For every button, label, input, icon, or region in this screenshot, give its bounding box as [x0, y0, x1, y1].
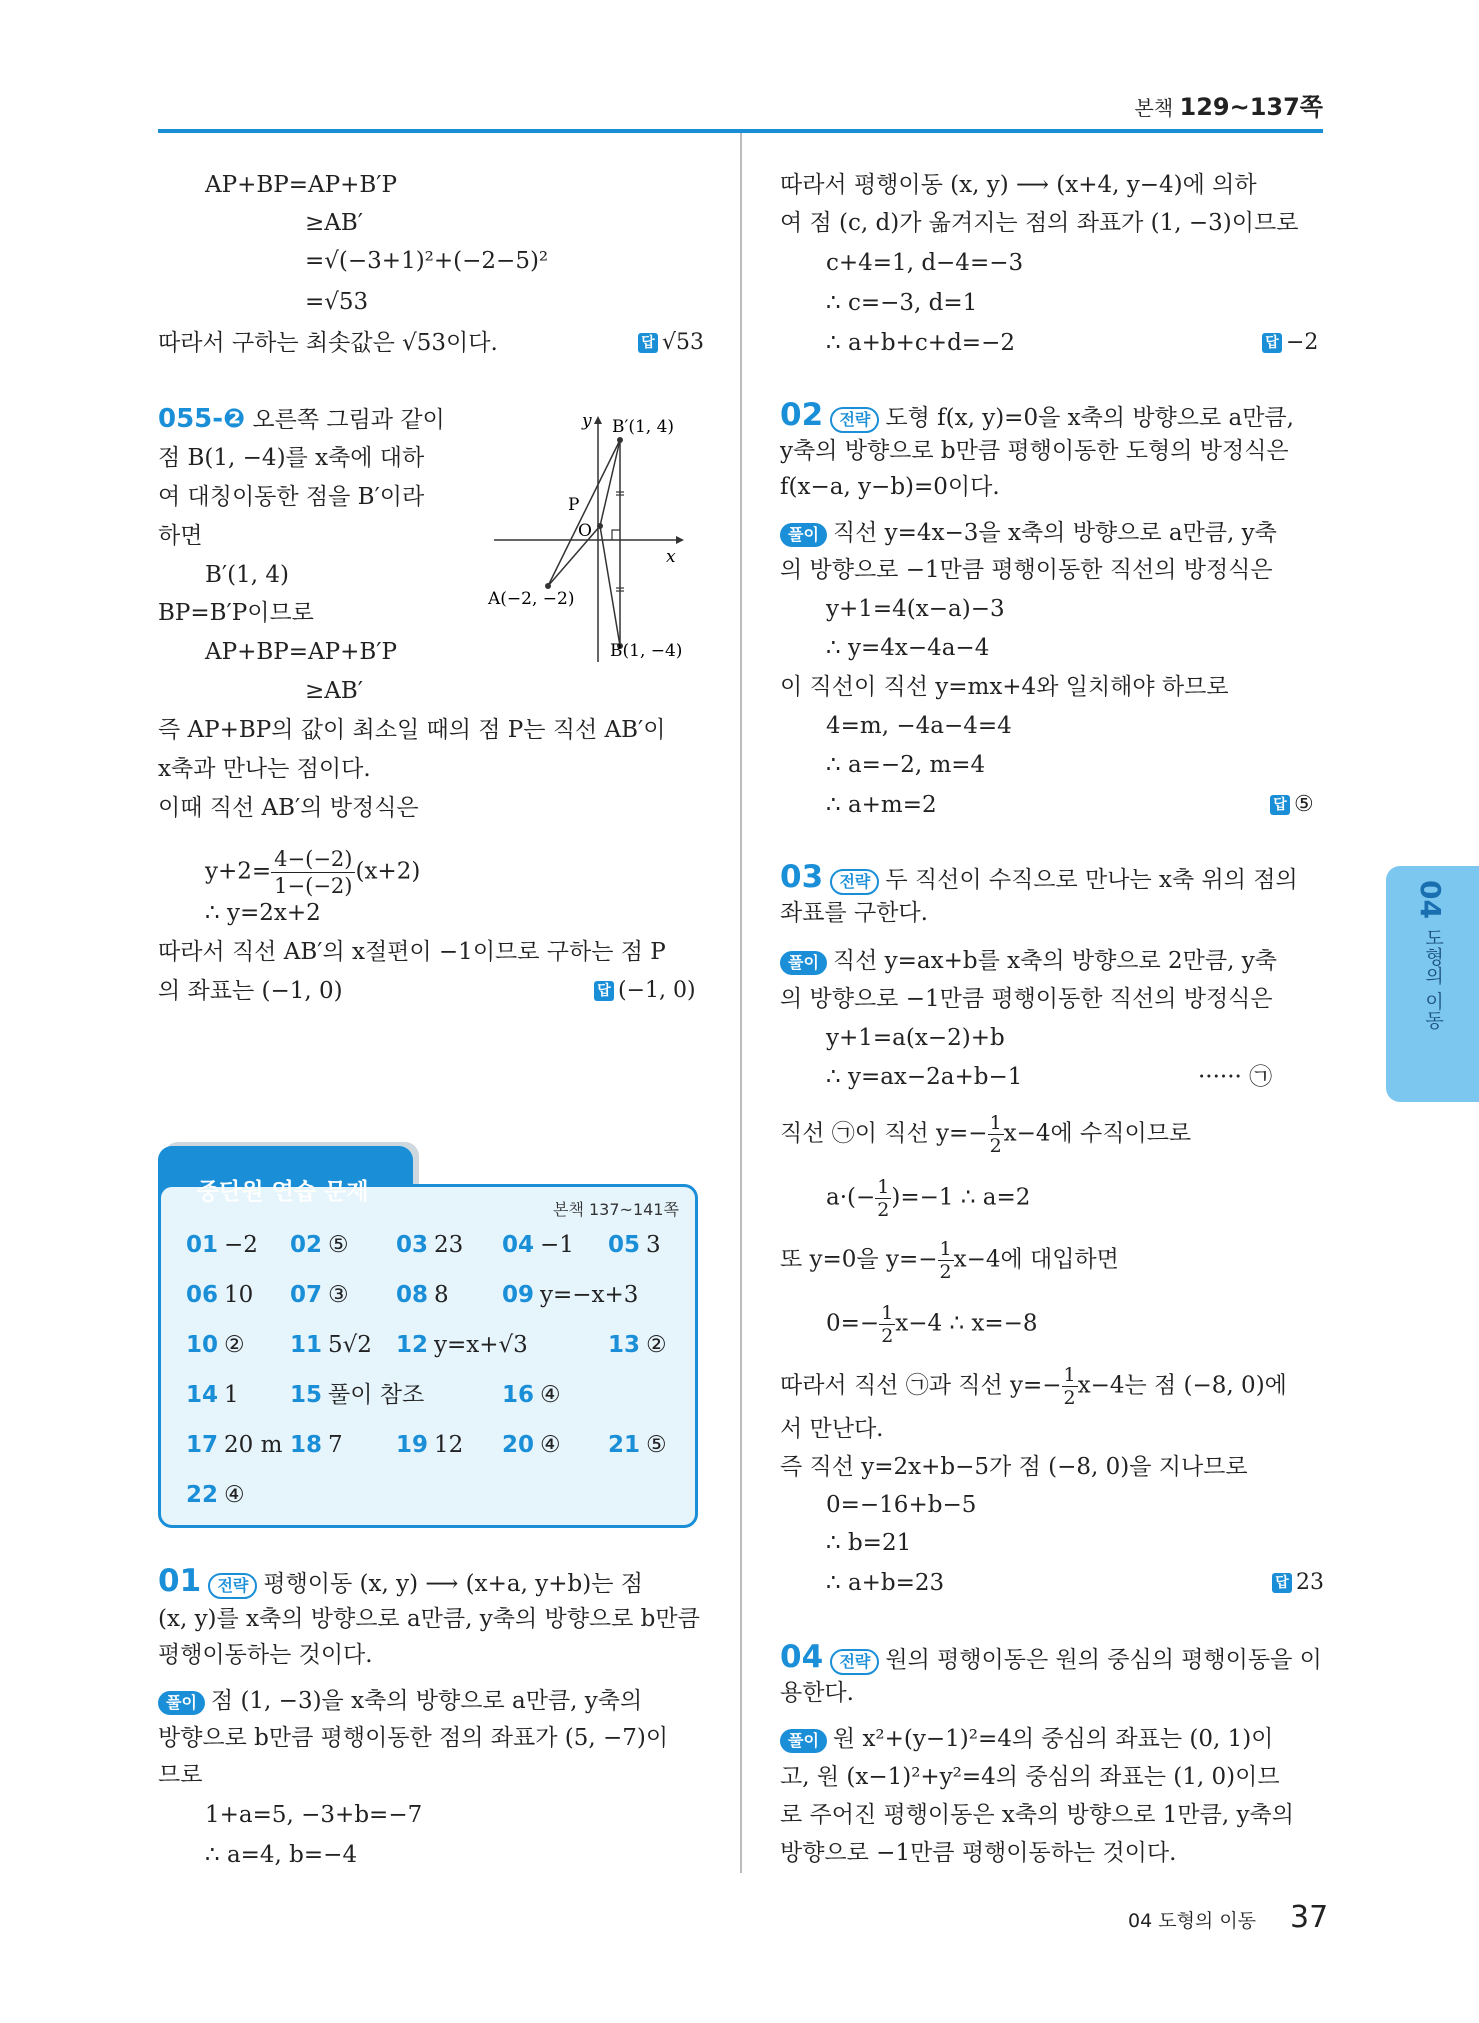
frac-den: 2	[989, 1135, 1002, 1157]
problem-055-line8: ≥AB′	[305, 678, 364, 704]
answer-box-item-value: 10	[224, 1282, 254, 1308]
answer-box-item-value: ⑤	[646, 1432, 667, 1458]
fig-label-b1: B′(1, 4)	[612, 417, 675, 437]
problem-03-answer	[1272, 1568, 1324, 1598]
answer-box-item-number: 01	[186, 1232, 219, 1258]
problem-03-line2: 좌표를 구한다.	[780, 900, 928, 926]
answer-box-item-value: y=−x+3	[540, 1282, 639, 1308]
problem-03-line5: y+1=a(x−2)+b	[826, 1025, 1005, 1051]
answer-box-item-20	[502, 1430, 561, 1460]
problem-03-text1: 두 직선이 수직으로 만나는 x축 위의 점의	[885, 867, 1298, 893]
problem-02-line6: y+1=4(x−a)−3	[826, 596, 1005, 622]
problem-03-answer-value: 23	[1296, 1570, 1324, 1595]
answer-box-item-number: 07	[290, 1282, 323, 1308]
problem-055-line10: x축과 만나는 점이다.	[158, 756, 371, 782]
answer-box-title: 중단원 연습 문제	[197, 1179, 369, 1205]
answer-box-item-13	[608, 1330, 667, 1360]
right-top-line4: ∴ c=−3, d=1	[826, 290, 978, 316]
problem-055-line11: 이때 직선 AB′의 방정식은	[158, 795, 419, 821]
answer-box-item-value: ②	[224, 1332, 245, 1358]
answer-box-item-08	[396, 1280, 449, 1310]
problem-04-line3	[780, 1724, 1273, 1754]
solution-tag: 풀이	[158, 1691, 205, 1715]
header-ref-pages: 129~137쪽	[1179, 93, 1323, 121]
answer-box-item-number: 18	[290, 1432, 323, 1458]
problem-055-answer	[594, 976, 696, 1006]
answer-box-item-value: 3	[646, 1232, 661, 1258]
problem-04-line6: 방향으로 −1만큼 평행이동하는 것이다.	[780, 1840, 1177, 1866]
frac-num: 1	[877, 1176, 890, 1198]
problem-03-text9b: x−4에 대입하면	[953, 1246, 1119, 1273]
fig-right-angle	[612, 530, 620, 540]
answer-box-item-number: 10	[186, 1332, 219, 1358]
answer-box-item-number: 22	[186, 1482, 219, 1508]
problem-03-line8	[826, 1176, 1030, 1221]
problem-02-line4	[780, 518, 1277, 548]
problem-03-line10	[826, 1302, 1038, 1347]
strategy-tag: 전략	[208, 1573, 257, 1599]
fig-point-b1	[617, 437, 623, 443]
fig-x-arrow	[676, 536, 684, 544]
problem-02-number: 02	[780, 397, 824, 433]
problem-055-line1	[158, 404, 445, 435]
answer-box-item-value: ⑤	[328, 1232, 349, 1258]
answer-box-item-value: 12	[434, 1432, 464, 1458]
problem-03-line6-mark: ······ ㉠	[1198, 1064, 1273, 1090]
problem-055-line9: 즉 AP+BP의 값이 최소일 때의 점 P는 직선 AB′이	[158, 717, 666, 743]
problem-03-text8b: )=−1 ∴ a=2	[891, 1184, 1031, 1211]
fig-line-ap	[548, 526, 600, 586]
answer-mark: 답	[1270, 795, 1290, 815]
problem-01-line7: 1+a=5, −3+b=−7	[205, 1802, 423, 1828]
problem-03-line3	[780, 946, 1277, 976]
frac-num: 1	[989, 1112, 1002, 1134]
problem-02-text1: 도형 f(x, y)=0을 x축의 방향으로 a만큼,	[885, 405, 1294, 431]
problem-02-line3: f(x−a, y−b)=0이다.	[780, 474, 1000, 500]
problem-02-line9: 4=m, −4a−4=4	[826, 713, 1012, 739]
answer-box-item-19	[396, 1430, 463, 1460]
problem-055-line5: B′(1, 4)	[205, 562, 289, 588]
problem-03-text7b: x−4에 수직이므로	[1003, 1120, 1192, 1147]
problem-03-line12: 서 만난다.	[780, 1416, 884, 1442]
answer-mark: 답	[1262, 333, 1282, 353]
answer-box-item-value: ④	[540, 1432, 561, 1458]
problem-055-line13: ∴ y=2x+2	[205, 900, 321, 926]
answer-box-item-21	[608, 1430, 667, 1460]
answer-box-item-11	[290, 1330, 372, 1360]
problem-01-text4: 점 (1, −3)을 x축의 방향으로 a만큼, y축의	[210, 1688, 643, 1714]
solution-tag: 풀이	[780, 951, 827, 975]
answer-box-item-value: 1	[224, 1382, 239, 1408]
fig-y-arrow	[594, 416, 602, 424]
problem-03-line6: ∴ y=ax−2a+b−1	[826, 1064, 1023, 1090]
answer-box-item-number: 20	[502, 1432, 535, 1458]
frac-half-5	[1062, 1364, 1078, 1409]
answer-box-item-12	[396, 1330, 528, 1360]
problem-055-line7: AP+BP=AP+B′P	[205, 639, 397, 665]
answer-box-item-05	[608, 1230, 661, 1260]
answer-box-item-18	[290, 1430, 343, 1460]
answer-box-item-value: 풀이 참조	[328, 1382, 425, 1408]
answer-box-item-number: 08	[396, 1282, 429, 1308]
frac-den: 2	[1063, 1387, 1076, 1409]
answer-box-item-value: 20 m	[224, 1432, 283, 1458]
right-top-line5: ∴ a+b+c+d=−2	[826, 330, 1015, 356]
problem-03-number: 03	[780, 859, 824, 895]
problem-03-line4: 의 방향으로 −1만큼 평행이동한 직선의 방정식은	[780, 986, 1273, 1012]
fig-line-bp	[600, 526, 620, 646]
answer-box-item-value: y=x+√3	[434, 1332, 528, 1358]
answer-box-item-value: ④	[224, 1482, 245, 1508]
fig-line-b1p	[600, 440, 620, 526]
answer-box-item-number: 12	[396, 1332, 429, 1358]
answer-mark: 답	[594, 981, 614, 1001]
problem-03-text8a: a·(−	[826, 1184, 876, 1211]
answer-box-item-value: ④	[540, 1382, 561, 1408]
answer-box-item-value: 7	[328, 1432, 343, 1458]
problem-04-text3: 원 x²+(y−1)²=4의 중심의 좌표는 (0, 1)이	[832, 1726, 1274, 1752]
fig-label-p: P	[568, 495, 580, 515]
frac-num: 1	[1063, 1364, 1076, 1386]
problem-04-line1	[780, 1639, 1322, 1675]
header-page-ref	[1135, 92, 1324, 123]
problem-03-line13: 즉 직선 y=2x+b−5가 점 (−8, 0)을 지나므로	[780, 1454, 1248, 1480]
problem-02-line1	[780, 397, 1294, 433]
problem-055-line6: BP=B′P이므로	[158, 600, 314, 626]
problem-02-line8: 이 직선이 직선 y=mx+4와 일치해야 하므로	[780, 674, 1229, 700]
left-top-line1: AP+BP=AP+B′P	[205, 172, 397, 198]
right-top-line3: c+4=1, d−4=−3	[826, 250, 1024, 276]
answer-box-item-number: 21	[608, 1432, 641, 1458]
problem-03-line16: ∴ a+b=23	[826, 1570, 945, 1596]
frac-half-1	[988, 1112, 1004, 1157]
frac-den: 2	[939, 1261, 952, 1283]
answer-mark: 답	[638, 333, 658, 353]
problem-03-text11b: x−4는 점 (−8, 0)에	[1077, 1372, 1287, 1399]
answer-box-item-number: 11	[290, 1332, 323, 1358]
problem-01-text1: 평행이동 (x, y) ⟶ (x+a, y+b)는 점	[263, 1571, 643, 1597]
problem-01-line8: ∴ a=4, b=−4	[205, 1842, 358, 1868]
problem-03-text7a: 직선 ㉠이 직선 y=−	[780, 1120, 988, 1147]
problem-03-line14: 0=−16+b−5	[826, 1492, 977, 1518]
problem-03-line1	[780, 859, 1298, 895]
answer-box-item-04	[502, 1230, 574, 1260]
eq-rhs: (x+2)	[355, 858, 421, 885]
answer-box-item-value: 23	[434, 1232, 464, 1258]
problem-04-text1: 원의 평행이동은 원의 중심의 평행이동을 이	[885, 1647, 1322, 1673]
left-top-answer-value: √53	[662, 330, 705, 355]
answer-box-item-03	[396, 1230, 463, 1260]
problem-055-line4: 하면	[158, 523, 203, 549]
problem-02-line5: 의 방향으로 −1만큼 평행이동한 직선의 방정식은	[780, 557, 1273, 583]
problem-02-answer-value: ⑤	[1294, 792, 1314, 817]
answer-box-item-09	[502, 1280, 638, 1310]
left-top-line2: ≥AB′	[305, 210, 364, 236]
problem-04-line2: 용한다.	[780, 1680, 854, 1706]
answer-box-item-value: 8	[434, 1282, 449, 1308]
strategy-tag: 전략	[830, 1649, 879, 1675]
frac-half-4	[879, 1302, 895, 1347]
fig-line-ab1	[548, 440, 620, 586]
right-top-line2: 여 점 (c, d)가 옮겨지는 점의 좌표가 (1, −3)이므로	[780, 210, 1299, 236]
answer-box-item-number: 03	[396, 1232, 429, 1258]
answer-box-item-number: 09	[502, 1282, 535, 1308]
problem-02-line2: y축의 방향으로 b만큼 평행이동한 도형의 방정식은	[780, 438, 1289, 464]
answer-box-item-value: −2	[224, 1232, 258, 1258]
fig-point-p	[597, 523, 603, 529]
problem-01-line4	[158, 1686, 642, 1716]
answer-box-item-14	[186, 1380, 239, 1410]
left-top-line3: =√(−3+1)²+(−2−5)²	[305, 248, 549, 274]
problem-055-text1: 오른쪽 그림과 같이	[252, 407, 445, 433]
frac-half-2	[875, 1176, 891, 1221]
chapter-side-tab[interactable]	[1386, 866, 1479, 1102]
eq-denominator: 1−(−2)	[274, 874, 353, 898]
answer-box-item-number: 19	[396, 1432, 429, 1458]
problem-02-line10: ∴ a=−2, m=4	[826, 752, 986, 778]
problem-02-text4: 직선 y=4x−3을 x축의 방향으로 a만큼, y축	[832, 520, 1277, 546]
problem-01-line2: (x, y)를 x축의 방향으로 a만큼, y축의 방향으로 b만큼	[158, 1606, 700, 1632]
answer-box-item-value: −1	[540, 1232, 574, 1258]
answer-box-item-number: 17	[186, 1432, 219, 1458]
problem-055-equation	[205, 846, 420, 899]
fig-label-b: B(1, −4)	[610, 641, 683, 661]
left-top-line5: 따라서 구하는 최솟값은 √53이다.	[158, 330, 498, 356]
problem-055-figure	[486, 404, 708, 666]
problem-055-line14: 따라서 직선 AB′의 x절편이 −1이므로 구하는 점 P	[158, 939, 666, 965]
left-top-line4: =√53	[305, 289, 369, 315]
problem-03-text9a: 또 y=0을 y=−	[780, 1246, 938, 1273]
problem-03-line11	[780, 1364, 1287, 1409]
fig-label-o: O	[578, 521, 592, 541]
answer-box-item-number: 16	[502, 1382, 535, 1408]
frac-den: 2	[881, 1325, 894, 1347]
frac-half-3	[938, 1238, 954, 1283]
answer-box-item-07	[290, 1280, 349, 1310]
answer-mark: 답	[1272, 1573, 1292, 1593]
side-tab-num: 04	[1414, 880, 1447, 919]
solution-tag: 풀이	[780, 523, 827, 547]
eq-numerator: 4−(−2)	[271, 846, 355, 873]
problem-02-line11: ∴ a+m=2	[826, 792, 937, 818]
strategy-tag: 전략	[830, 407, 879, 433]
problem-055-number: 055-❷	[158, 404, 246, 434]
problem-04-number: 04	[780, 1639, 824, 1675]
answer-box-item-16	[502, 1380, 561, 1410]
fig-label-a: A(−2, −2)	[488, 589, 575, 609]
answer-box-item-value: ②	[646, 1332, 667, 1358]
column-divider	[740, 133, 742, 1873]
answer-box-item-17	[186, 1430, 282, 1460]
frac-num: 1	[939, 1238, 952, 1260]
side-tab-label: 도형의 이동	[1422, 928, 1444, 1030]
answer-box-item-06	[186, 1280, 253, 1310]
problem-03-text10b: x−4 ∴ x=−8	[895, 1310, 1038, 1337]
problem-03-text11a: 따라서 직선 ㉠과 직선 y=−	[780, 1372, 1062, 1399]
eq-lhs: y+2=	[205, 858, 272, 885]
footer-page-number: 37	[1290, 1900, 1329, 1935]
answer-box-item-number: 15	[290, 1382, 323, 1408]
problem-04-line4: 고, 원 (x−1)²+y²=4의 중심의 좌표는 (1, 0)이므	[780, 1764, 1280, 1790]
problem-03-text10a: 0=−	[826, 1310, 880, 1337]
problem-02-line7: ∴ y=4x−4a−4	[826, 635, 990, 661]
left-top-answer	[638, 328, 704, 358]
fig-label-y: y	[582, 411, 592, 431]
problem-02-answer	[1270, 790, 1314, 820]
answer-box-item-10	[186, 1330, 245, 1360]
right-top-line1: 따라서 평행이동 (x, y) ⟶ (x+4, y−4)에 의하	[780, 172, 1257, 198]
problem-03-text3: 직선 y=ax+b를 x축의 방향으로 2만큼, y축	[832, 948, 1277, 974]
answer-box-item-value: ③	[328, 1282, 349, 1308]
problem-055-line3: 여 대칭이동한 점을 B′이라	[158, 484, 425, 510]
right-top-answer	[1262, 328, 1318, 358]
problem-055-answer-value: (−1, 0)	[618, 978, 696, 1003]
right-top-answer-value: −2	[1286, 330, 1319, 355]
fig-label-x: x	[666, 547, 676, 567]
answer-box-item-22	[186, 1480, 245, 1510]
answer-box-item-number: 14	[186, 1382, 219, 1408]
answer-box-item-01	[186, 1230, 258, 1260]
solution-tag: 풀이	[780, 1729, 827, 1753]
problem-03-line7	[780, 1112, 1191, 1157]
problem-03-line15: ∴ b=21	[826, 1530, 912, 1556]
answer-box-item-number: 06	[186, 1282, 219, 1308]
answer-box-item-number: 05	[608, 1232, 641, 1258]
problem-055-line2: 점 B(1, −4)를 x축에 대하	[158, 445, 425, 471]
answer-box-item-02	[290, 1230, 349, 1260]
answer-box-item-number: 13	[608, 1332, 641, 1358]
problem-01-line5: 방향으로 b만큼 평행이동한 점의 좌표가 (5, −7)이	[158, 1725, 669, 1751]
answer-box-item-15	[290, 1380, 424, 1410]
answer-box-item-number: 04	[502, 1232, 535, 1258]
problem-03-line9	[780, 1238, 1119, 1283]
frac-num: 1	[881, 1302, 894, 1324]
strategy-tag: 전략	[830, 869, 879, 895]
problem-01-line1	[158, 1563, 643, 1599]
problem-055-line15: 의 좌표는 (−1, 0)	[158, 978, 343, 1004]
answer-box-item-number: 02	[290, 1232, 323, 1258]
answer-box-item-value: 5√2	[328, 1332, 372, 1358]
frac-den: 2	[877, 1199, 890, 1221]
problem-01-number: 01	[158, 1563, 202, 1599]
problem-04-line5: 로 주어진 평행이동은 x축의 방향으로 1만큼, y축의	[780, 1802, 1294, 1828]
eq-fraction	[271, 846, 355, 899]
header-ref-prefix: 본책	[1134, 96, 1174, 120]
footer-chapter: 04 도형의 이동	[1128, 1910, 1257, 1932]
problem-01-line3: 평행이동하는 것이다.	[158, 1642, 373, 1668]
problem-01-line6: 므로	[158, 1762, 203, 1788]
answer-box-ref: 본책 137~141쪽	[553, 1200, 679, 1219]
